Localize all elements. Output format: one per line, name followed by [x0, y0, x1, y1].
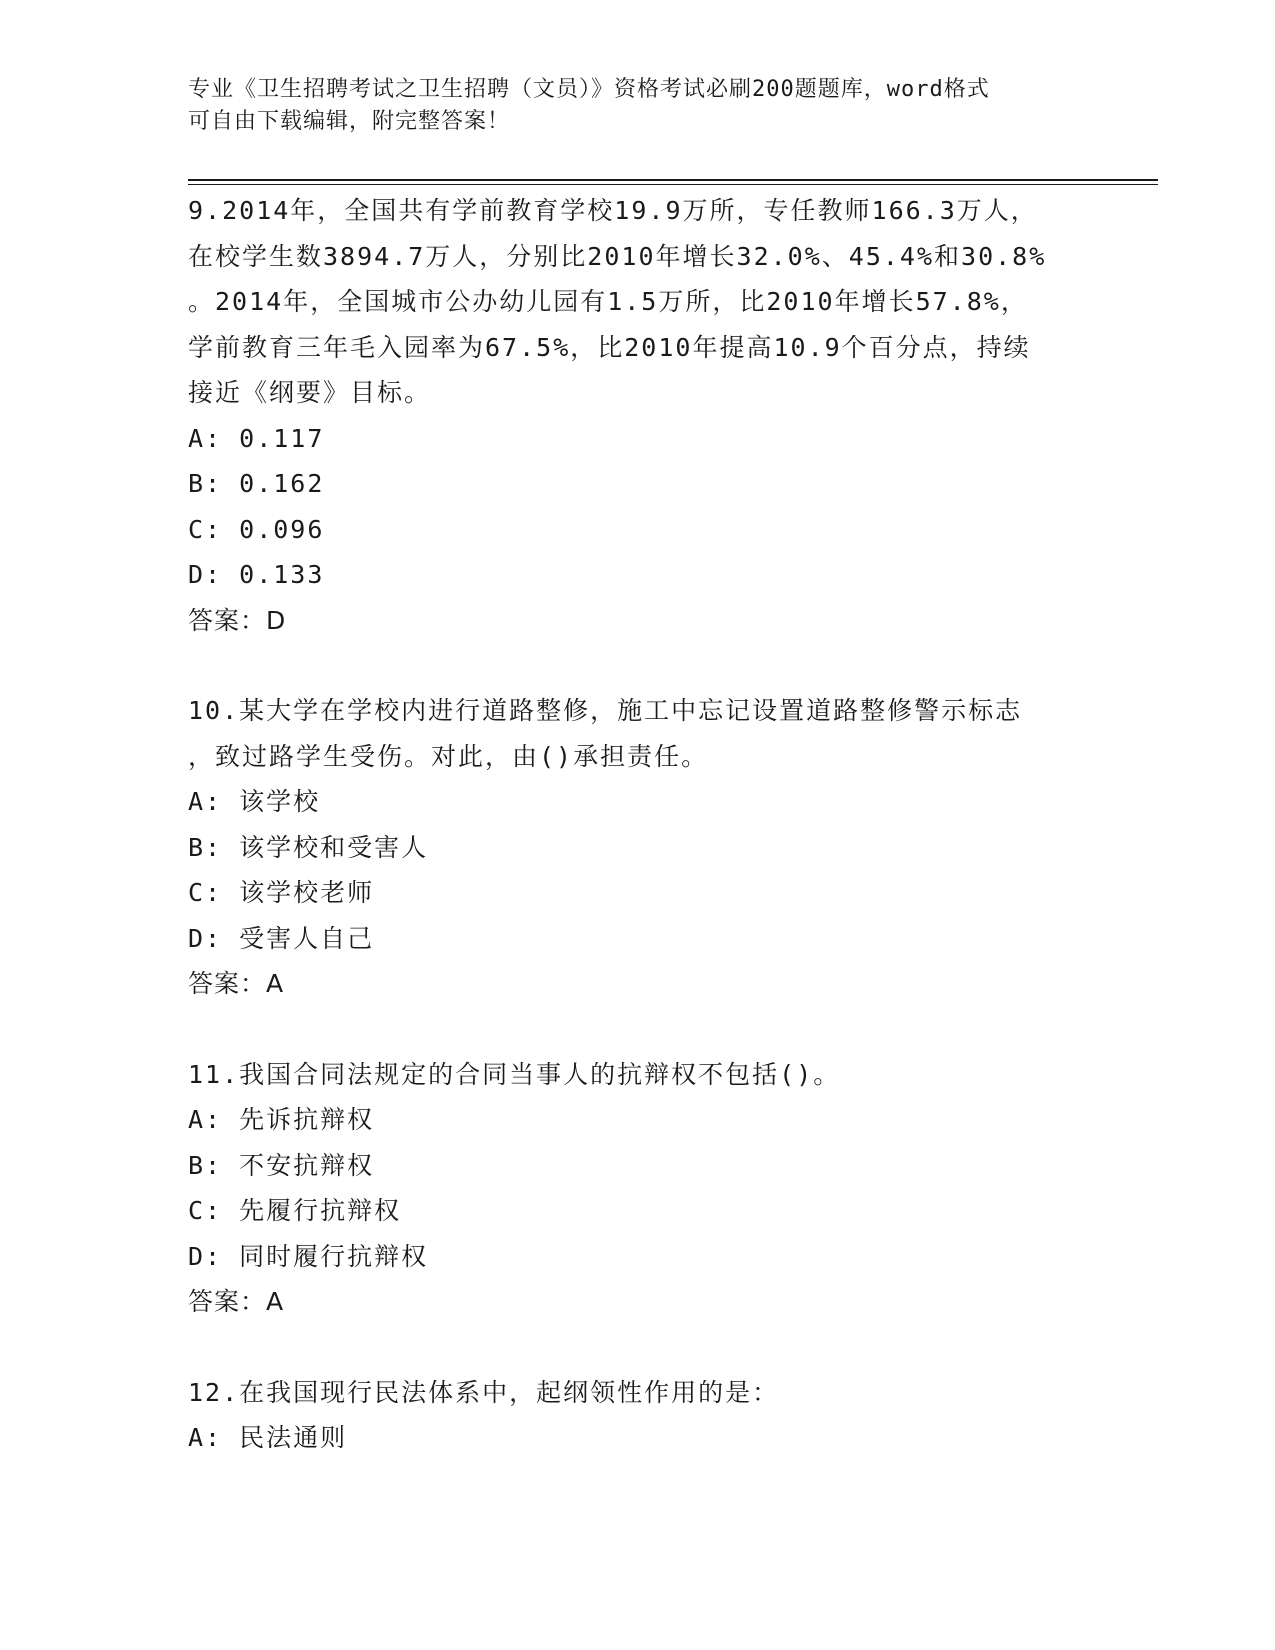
header-divider-thick	[188, 179, 1158, 181]
question-line: 接近《纲要》目标。	[188, 378, 432, 407]
option-a: A: 先诉抗辩权	[188, 1105, 375, 1134]
option-d: D: 0.133	[188, 560, 325, 589]
option-b: B: 该学校和受害人	[188, 832, 429, 862]
option-c: C: 0.096	[188, 514, 325, 544]
question-text	[188, 188, 1088, 416]
option-a: A: 民法通则	[188, 1423, 348, 1452]
question-list	[188, 188, 1088, 1461]
option-b: B: 不安抗辩权	[188, 1150, 375, 1180]
answer-line: 答案：A	[188, 969, 285, 998]
question-line: 12.在我国现行民法体系中，起纲领性作用的是：	[188, 1377, 780, 1407]
header-divider-thin	[188, 184, 1158, 185]
question-line: 学前教育三年毛入园率为67.5%，比2010年提高10.9个百分点，持续	[188, 332, 1031, 362]
option-d: D: 受害人自己	[188, 923, 375, 953]
option-c: C: 该学校老师	[188, 878, 375, 907]
question-9	[188, 188, 1088, 643]
question-line: ，致过路学生受伤。对此，由()承担责任。	[188, 741, 709, 771]
question-line: 在校学生数3894.7万人，分别比2010年增长32.0%、45.4%和30.8%	[188, 241, 1047, 271]
question-10	[188, 688, 1088, 1007]
question-line: 11.我国合同法规定的合同当事人的抗辩权不包括()。	[188, 1059, 841, 1089]
question-11	[188, 1052, 1088, 1325]
question-line: 9.2014年，全国共有学前教育学校19.9万所，专任教师166.3万人，	[188, 196, 1038, 225]
option-d: D: 同时履行抗辩权	[188, 1241, 429, 1271]
question-spacer	[188, 643, 1088, 688]
option-a: A: 该学校	[188, 787, 321, 816]
document-header	[188, 74, 1088, 138]
option-a: A: 0.117	[188, 423, 325, 453]
question-text	[188, 688, 1088, 779]
question-line: 。2014年，全国城市公办幼儿园有1.5万所，比2010年增长57.8%，	[188, 287, 1028, 316]
header-line-2: 可自由下载编辑，附完整答案！	[188, 109, 511, 134]
option-b: B: 0.162	[188, 469, 325, 498]
question-12	[188, 1370, 1088, 1461]
question-spacer	[188, 1007, 1088, 1052]
question-text	[188, 1370, 1088, 1416]
option-c: C: 先履行抗辩权	[188, 1196, 402, 1225]
question-line: 10.某大学在学校内进行道路整修，施工中忘记设置道路整修警示标志	[188, 696, 1023, 725]
answer-line: 答案：D	[188, 605, 287, 635]
question-spacer	[188, 1325, 1088, 1370]
header-line-1: 专业《卫生招聘考试之卫生招聘（文员）》资格考试必刷200题题库，word格式	[188, 77, 990, 102]
answer-line: 答案：A	[188, 1287, 285, 1316]
question-text	[188, 1052, 1088, 1098]
